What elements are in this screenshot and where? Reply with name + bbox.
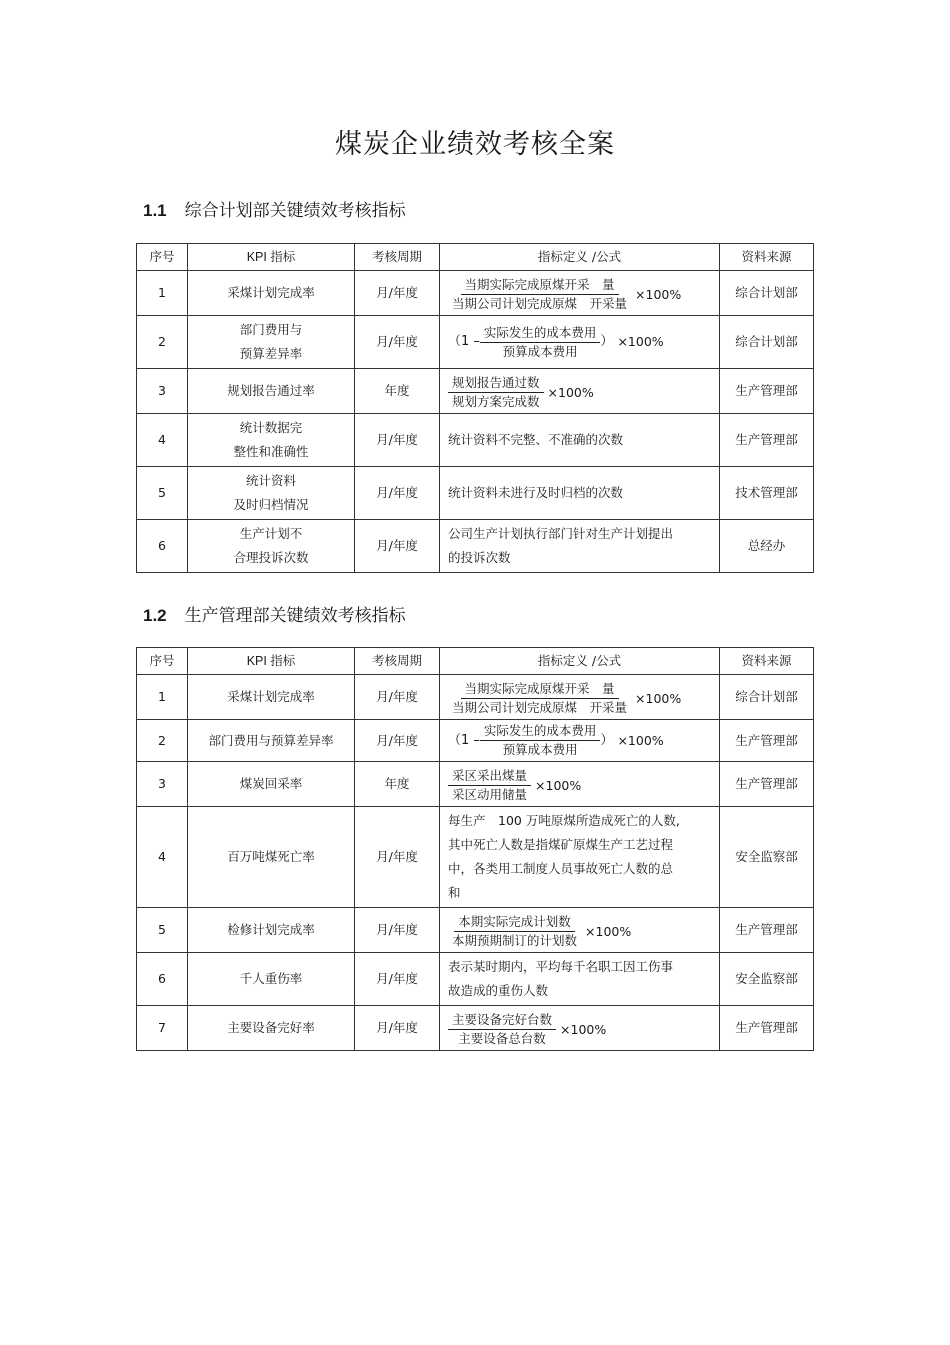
cell-kpi xyxy=(188,467,355,520)
cell-source: 生产管理部 xyxy=(720,1006,814,1051)
formula xyxy=(448,913,631,950)
definition-line: 其中死亡人数是指煤矿原煤生产工艺过程 xyxy=(448,837,674,852)
table-header-row xyxy=(137,244,814,271)
table-row xyxy=(137,271,814,316)
fraction xyxy=(480,722,601,759)
cell-definition xyxy=(440,675,720,720)
cell-period: 年度 xyxy=(355,762,440,807)
formula-close: ） xyxy=(600,732,614,748)
cell-kpi xyxy=(188,675,355,720)
kpi-line: 采煤计划完成率 xyxy=(227,689,315,704)
fraction xyxy=(448,913,581,950)
cell-definition xyxy=(440,467,720,520)
cell-no: 3 xyxy=(137,369,188,414)
cell-no: 5 xyxy=(137,467,188,520)
cell-kpi xyxy=(188,953,355,1006)
cell-period: 年度 xyxy=(355,369,440,414)
header-kpi: KPI 指标 xyxy=(188,244,355,271)
fraction-numerator: 主要设备完好台数 xyxy=(448,1011,556,1030)
cell-period: 月/年度 xyxy=(355,675,440,720)
kpi-line: 检修计划完成率 xyxy=(227,922,315,937)
cell-kpi xyxy=(188,762,355,807)
fraction-numerator: 实际发生的成本费用 xyxy=(480,324,601,343)
fraction xyxy=(448,276,631,313)
header-period: 考核周期 xyxy=(355,648,440,675)
kpi-line: 主要设备完好率 xyxy=(227,1020,315,1035)
cell-no: 5 xyxy=(137,908,188,953)
table-row xyxy=(137,720,814,762)
fraction-denominator: 采区动用储量 xyxy=(452,787,528,802)
cell-source: 安全监察部 xyxy=(720,953,814,1006)
header-period: 考核周期 xyxy=(355,244,440,271)
kpi-line: 百万吨煤死亡率 xyxy=(227,849,315,864)
cell-period: 月/年度 xyxy=(355,908,440,953)
table-row xyxy=(137,467,814,520)
kpi-line: 煤炭回采率 xyxy=(239,776,303,791)
cell-source: 综合计划部 xyxy=(720,271,814,316)
fraction-denominator: 主要设备总台数 xyxy=(458,1031,546,1046)
kpi-line: 整性和准确性 xyxy=(233,444,309,459)
cell-source: 综合计划部 xyxy=(720,316,814,369)
section-number: 1.2 xyxy=(143,606,167,625)
cell-source: 技术管理部 xyxy=(720,467,814,520)
table-row xyxy=(137,908,814,953)
cell-no: 7 xyxy=(137,1006,188,1051)
header-definition: 指标定义 /公式 xyxy=(440,648,720,675)
definition-line: 故造成的重伤人数 xyxy=(448,983,549,998)
cell-period: 月/年度 xyxy=(355,414,440,467)
cell-no: 4 xyxy=(137,414,188,467)
fraction xyxy=(448,767,531,804)
cell-definition xyxy=(440,520,720,573)
definition-line: 和 xyxy=(448,885,461,900)
cell-period: 月/年度 xyxy=(355,316,440,369)
cell-no: 3 xyxy=(137,762,188,807)
cell-kpi xyxy=(188,369,355,414)
kpi-line: 合理投诉次数 xyxy=(233,550,309,565)
definition-line: 的投诉次数 xyxy=(448,550,511,565)
fraction-denominator: 本期预期制订的计划数 xyxy=(452,933,578,948)
cell-definition xyxy=(440,369,720,414)
header-kpi: KPI 指标 xyxy=(188,648,355,675)
definition-line: 表示某时期内，平均每千名职工因工伤事 xyxy=(448,959,674,974)
cell-source: 生产管理部 xyxy=(720,762,814,807)
header-source: 资料来源 xyxy=(720,648,814,675)
fraction-denominator: 预算成本费用 xyxy=(502,343,578,359)
cell-no: 6 xyxy=(137,953,188,1006)
cell-period: 月/年度 xyxy=(355,271,440,316)
definition-line: 中，各类用工制度人员事故死亡人数的总 xyxy=(448,861,674,876)
table-row xyxy=(137,520,814,573)
definition-line: 统计资料未进行及时归档的次数 xyxy=(448,485,624,500)
section-title: 生产管理部关键绩效考核指标 xyxy=(184,606,406,626)
cell-source: 生产管理部 xyxy=(720,908,814,953)
fraction-numerator: 规划报告通过数 xyxy=(448,374,544,393)
cell-definition xyxy=(440,271,720,316)
formula-multiplier: ×100% xyxy=(535,777,582,793)
cell-kpi xyxy=(188,807,355,908)
cell-definition xyxy=(440,762,720,807)
formula-multiplier: ×100% xyxy=(585,923,632,939)
section-title: 综合计划部关键绩效考核指标 xyxy=(184,201,406,221)
formula xyxy=(448,767,581,804)
cell-period: 月/年度 xyxy=(355,953,440,1006)
fraction xyxy=(480,324,601,361)
cell-no: 1 xyxy=(137,675,188,720)
section-heading xyxy=(143,196,406,221)
cell-source: 生产管理部 xyxy=(720,414,814,467)
cell-definition xyxy=(440,414,720,467)
formula xyxy=(448,1011,606,1048)
kpi-table-production-management xyxy=(136,647,814,1051)
formula-multiplier: ×100% xyxy=(635,690,682,706)
cell-definition xyxy=(440,908,720,953)
table-row xyxy=(137,807,814,908)
cell-period: 月/年度 xyxy=(355,1006,440,1051)
formula-open: （1 – xyxy=(448,334,480,349)
cell-no: 2 xyxy=(137,720,188,762)
fraction-numerator: 采区采出煤量 xyxy=(448,767,531,786)
table-header-row xyxy=(137,648,814,675)
fraction-denominator: 规划方案完成数 xyxy=(452,394,540,409)
header-no: 序号 xyxy=(137,244,188,271)
cell-kpi xyxy=(188,908,355,953)
cell-definition xyxy=(440,720,720,762)
section-number: 1.1 xyxy=(143,201,167,220)
fraction xyxy=(448,1011,556,1048)
table-row xyxy=(137,316,814,369)
formula-multiplier: ×100% xyxy=(635,286,682,302)
kpi-line: 采煤计划完成率 xyxy=(227,285,315,300)
section-heading xyxy=(143,601,406,626)
cell-source: 生产管理部 xyxy=(720,720,814,762)
definition-line: 统计资料不完整、不准确的次数 xyxy=(448,432,624,447)
cell-kpi xyxy=(188,414,355,467)
cell-kpi xyxy=(188,1006,355,1051)
header-definition: 指标定义 /公式 xyxy=(440,244,720,271)
kpi-line: 统计资料 xyxy=(245,473,296,488)
cell-period: 月/年度 xyxy=(355,807,440,908)
formula xyxy=(448,680,681,717)
fraction-denominator: 当期公司计划完成原煤 开采量 xyxy=(452,700,628,715)
cell-period: 月/年度 xyxy=(355,720,440,762)
header-no: 序号 xyxy=(137,648,188,675)
fraction-numerator: 当期实际完成原煤开采 量 xyxy=(461,680,619,699)
formula xyxy=(448,722,664,759)
formula-multiplier: ×100% xyxy=(560,1021,607,1037)
fraction-denominator: 预算成本费用 xyxy=(502,742,578,757)
table-row xyxy=(137,1006,814,1051)
table-row xyxy=(137,762,814,807)
cell-definition xyxy=(440,807,720,908)
cell-no: 6 xyxy=(137,520,188,573)
table-row xyxy=(137,414,814,467)
table-row xyxy=(137,675,814,720)
kpi-table-comprehensive-planning xyxy=(136,243,814,573)
kpi-line: 部门费用与预算差异率 xyxy=(208,732,334,748)
cell-kpi xyxy=(188,271,355,316)
cell-kpi xyxy=(188,316,355,369)
definition-line: 每生产 100 万吨原煤所造成死亡的人数, xyxy=(448,813,680,828)
cell-no: 1 xyxy=(137,271,188,316)
kpi-line: 及时归档情况 xyxy=(233,497,309,512)
kpi-line: 部门费用与 xyxy=(239,322,303,337)
kpi-line: 统计数据完 xyxy=(239,420,303,435)
definition-line: 公司生产计划执行部门针对生产计划提出 xyxy=(448,526,674,541)
cell-kpi xyxy=(188,520,355,573)
cell-source: 综合计划部 xyxy=(720,675,814,720)
fraction-denominator: 当期公司计划完成原煤 开采量 xyxy=(452,296,628,311)
formula-multiplier: ×100% xyxy=(617,732,664,748)
kpi-line: 预算差异率 xyxy=(239,346,303,361)
formula xyxy=(448,374,594,411)
cell-period: 月/年度 xyxy=(355,520,440,573)
fraction-numerator: 当期实际完成原煤开采 量 xyxy=(461,276,619,295)
cell-period: 月/年度 xyxy=(355,467,440,520)
kpi-line: 生产计划不 xyxy=(239,526,303,541)
fraction xyxy=(448,374,544,411)
cell-source: 安全监察部 xyxy=(720,807,814,908)
document-title: 煤炭企业绩效考核全案 xyxy=(335,129,615,160)
formula-multiplier: ×100% xyxy=(617,334,664,349)
kpi-line: 规划报告通过率 xyxy=(227,383,315,398)
kpi-line: 千人重伤率 xyxy=(239,971,303,986)
cell-no: 4 xyxy=(137,807,188,908)
fraction-numerator: 实际发生的成本费用 xyxy=(480,722,601,741)
formula xyxy=(448,324,664,361)
cell-kpi xyxy=(188,720,355,762)
cell-no: 2 xyxy=(137,316,188,369)
cell-definition xyxy=(440,1006,720,1051)
cell-definition xyxy=(440,953,720,1006)
formula-close: ） xyxy=(600,334,614,349)
cell-source: 生产管理部 xyxy=(720,369,814,414)
formula xyxy=(448,276,681,313)
table-row xyxy=(137,953,814,1006)
formula-multiplier: ×100% xyxy=(547,384,594,400)
cell-source: 总经办 xyxy=(720,520,814,573)
table-row xyxy=(137,369,814,414)
cell-definition xyxy=(440,316,720,369)
formula-open: （1 – xyxy=(448,732,480,748)
fraction xyxy=(448,680,631,717)
fraction-numerator: 本期实际完成计划数 xyxy=(454,913,575,932)
header-source: 资料来源 xyxy=(720,244,814,271)
